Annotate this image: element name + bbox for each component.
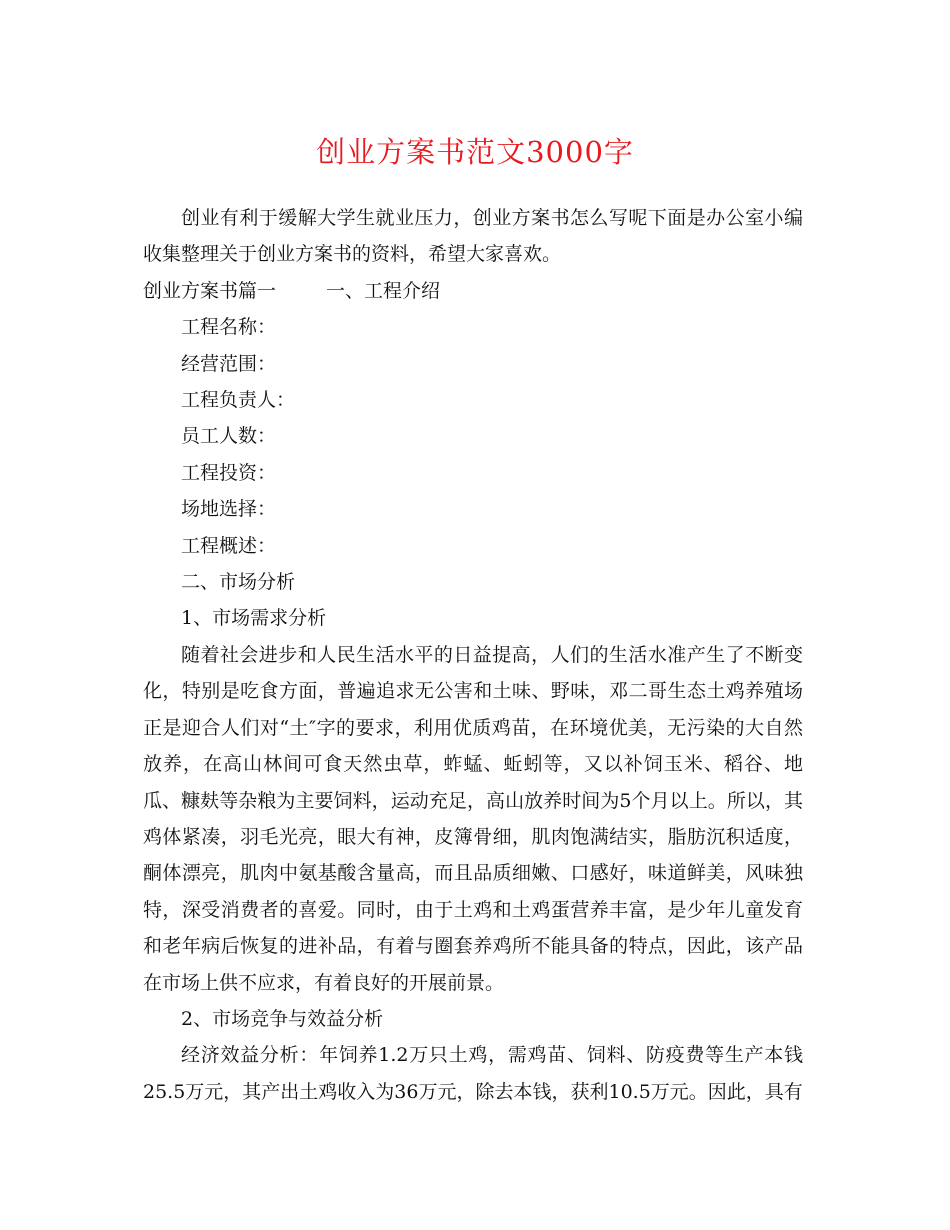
subsection-demand-heading: 1、市场需求分析: [181, 607, 327, 630]
field-overview: 工程概述：: [181, 534, 277, 557]
field-business-scope: 经营范围：: [181, 352, 277, 375]
subsection-competition-heading: 2、市场竞争与效益分析: [181, 1007, 384, 1030]
section-two-heading: 二、市场分析: [181, 571, 296, 594]
benefit-paragraph: 经济效益分析：年饲养1.2万只土鸡，需鸡苗、饲料、防疫费等生产本钱25.5万元，其产出土鸡收入为36万元，除去本钱，获利10.5万元。因此，具有: [143, 1044, 803, 1103]
document-body: [143, 200, 803, 1110]
field-investment: 工程投资：: [181, 461, 277, 484]
field-site-selection: 场地选择：: [181, 498, 277, 521]
chapter-heading-line: [143, 273, 803, 309]
field-staff-count: 员工人数：: [181, 425, 277, 448]
chapter-heading: 创业方案书篇一: [143, 279, 277, 302]
document-title: 创业方案书范文3000字: [316, 135, 634, 169]
demand-paragraph: 随着社会进步和人民生活水平的日益提高，人们的生活水准产生了不断变化，特别是吃食方面，普遍追求无公害和土味、野味，邓二哥生态土鸡养殖场正是迎合人们对“土″字的要求，利用优质鸡苗，在环境优美，无污染的大自然放养，在高山林间可食天然虫草，蚱蜢、蚯蚓等，又以补饲玉米、稻谷、地瓜、糠麸等杂粮为主要饲料，运动充足，高山放养时间为5个月以上。所以，其鸡体紧凑，羽毛光亮，眼大有神，皮簿骨细，肌肉饱满结实，脂肪沉积适度，酮体漂亮，肌肉中氨基酸含量高，而且品质细嫩、口感好，味道鲜美，风味独特，深受消费者的喜爱。同时，由于土鸡和土鸡蛋营养丰富，是少年儿童发育和老年病后恢复的进补品，有着与圈套养鸡所不能具备的特点，因此，该产品在市场上供不应求，有着良好的开展前景。: [143, 643, 803, 994]
field-project-leader: 工程负责人：: [181, 389, 296, 412]
intro-paragraph: 创业有利于缓解大学生就业压力，创业方案书怎么写呢下面是办公室小编收集整理关于创业方案书的资料，希望大家喜欢。: [143, 207, 803, 266]
section-one-heading: 一、工程介绍: [326, 279, 441, 302]
field-project-name: 工程名称：: [181, 316, 277, 339]
